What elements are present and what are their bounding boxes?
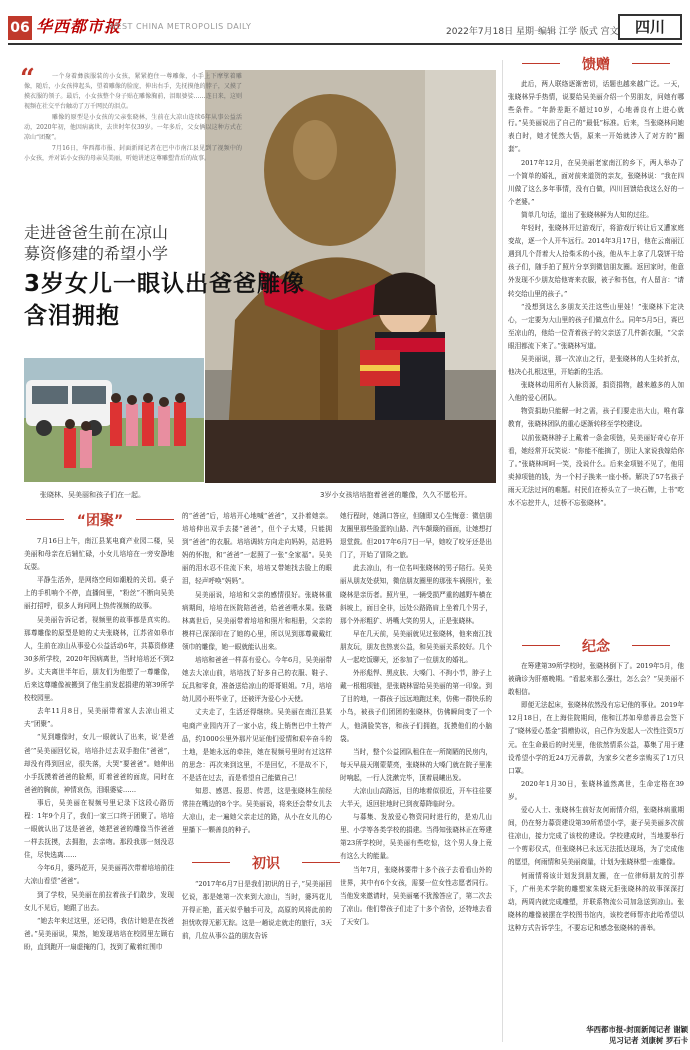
- body-paragraph: 此去凉山，有一位名叫张晓林的男子陪行。吴美丽从朋友处获知，微信朋友圈里的那张车祸照片，张晓林是亲历者。照片里，一辆受损严重的越野车横在斜坡上，面目全非，远处公路路肩上坐着几个男子，那个外形粗犷、坍嘴大笑的男人，正是张晓林。: [340, 564, 492, 625]
- issue-date: 2022年7月18日 星期一: [446, 27, 543, 37]
- body-paragraph: 此后，两人联络逐渐密切，话题也越来越广泛。一天，张晓林异手热情，说要给吴美丽介绍一个男朋友，问她有哪些条件。“年龄差距不超过10岁，心地善良有上进心就行。”吴美丽说出了自己的“最低”标准。后来，当张晓林问她表白时，她才恍然大悟，原来一开始就涉入了对方的“圈套”。: [508, 80, 684, 154]
- body-paragraph: 爱心人士、张晓林生前好友何雨情介绍，张晓林病重期间，仍在努力募资建设第39所希望小学，妻子吴美丽多次前往凉山，接力完成了该校的建设。学校建成时，当地要举行一个剪彩仪式，但张晓林已永远无法抵达现场，为了完成他的愿望，何雨情和吴美丽商量，计划为张晓林塑一座雕像。: [508, 806, 684, 867]
- headline-line: 3岁女儿一眼认出爸爸雕像: [24, 271, 306, 297]
- lead-summary: [20, 64, 242, 164]
- subheadline-line: 募资修建的希望小学: [24, 244, 169, 263]
- body-paragraph: 早在几天前，吴美丽就见过张晓林，他来南江找朋友玩，朋友也热衷公益，和吴美丽关系较好。几个人一起吃饭聊天，还参加了一位朋友的婚礼。: [340, 629, 492, 665]
- body-paragraph: 平静生活外，是网络空间如潮般的关切。桌子上的手机响个不停，直播间里，“粉丝”不断向吴美丽打招呼，很多人询问网上热传视频的故事。: [24, 576, 174, 611]
- page-number: 06: [8, 16, 32, 40]
- body-paragraph: “没想到这么多朋友关注这些山里娃！”张晓林下定决心，一定要为大山里的孩子们做点什么。同年5月5日，赛巴至凉山的，他给一位背着孩子的父亲送了几件新衣服，“父亲眼泪都流下来了。”张晓林写道。: [508, 302, 684, 350]
- subheadline-line: 走进爸爸生前在凉山: [24, 223, 169, 242]
- header-rule: [8, 43, 682, 45]
- photo-caption-right: 3岁小女孩培培抱着爸爸的雕像，久久不愿松开。: [320, 491, 472, 499]
- body-paragraph: “2017年6月7日是我们初识的日子，”吴美丽回忆说，那是她第一次来到大凉山，当时，婆玛花儿开得正艳，蓝天似乎触手可及，高原的风将此前的担忧吹得无影无踪。这是一趟说走就走的旅行，3天前，几位从事公益的朋友告诉: [182, 880, 332, 941]
- body-column-4: [508, 78, 684, 630]
- body-paragraph: 她行程时，她满口答应，但随即又心生悔意：微信朋友圈里那些脸蛋的山路、汽车颠簸的画面，让她想打退堂鼓。但2017年6月7日一早，她咬了咬牙还是出门了，开始了冒险之旅。: [340, 512, 492, 560]
- body-paragraph: “她去年来过这里，还记得，我估计她是在找爸爸。”吴美丽说，果然，她发现培培在校园里左顾右盼，直到跑开一扇虚掩的门，找到了戴着红围巾: [24, 916, 174, 951]
- section-heading-reunion: “团聚”: [70, 510, 130, 530]
- credit-line: 见习记者 刘康树 罗石卡: [608, 1036, 688, 1045]
- body-column-1: [24, 535, 174, 1040]
- body-paragraph: 张晓林动用所有人脉资源，捐资捐物，越来越多的人加入他的爱心团队。: [508, 381, 684, 403]
- body-paragraph: “见到雕像时，女儿一眼就认了出来，说‘是爸爸’”吴美丽回忆说，培培扑过去双手抱住“爸爸”，却没有得到回应，很失落，大哭“要爸爸”。她伸出小手抚摸着爸爸的脸颊，盯着爸爸的面庞，同时在爸爸的胸前，神情哀伤，泪眼婆娑……: [24, 733, 174, 794]
- body-column-3: [340, 510, 492, 1040]
- body-paragraph: 当时，整个公益团队租住在一所简陋的民房内，每天早晨天刚蒙蒙亮，张晓林的大嗓门就在院子里准时响起，一行人洗漱完毕，顶着晨曦出发。: [340, 747, 492, 782]
- body-paragraph: 外形彪悍、黑皮肤、大嗓门、不拘小节，脖子上戴一根粗项链，是张晓林留给吴美丽的第一印象。到了目的地，一群孩子远远地跑过来，仿佛一群快乐的小鸟，被孩子们团团的张晓林，仿佛瞬间变了一个人，他满脸笑容，和孩子们拥抱，抚摸他们的小脑袋。: [340, 669, 492, 743]
- body-paragraph: 当年7月，张晓林要带十多个孩子去看看山外的世界，其中有6个女孩，需要一位女性志愿者同行。当他发来邀请时，吴美丽毫不犹豫答应了，第二次去了凉山。他们带孩子们走了十多个省份，还特地去看了天安门。: [340, 865, 492, 926]
- body-column-2: [182, 510, 332, 846]
- section-heading-gift: 馈赠: [566, 54, 626, 74]
- body-paragraph: 吴美丽说，培培和父亲的感情很好。张晓林重病期间，培培在医院陪爸爸，给爸爸喂水果。张晓林离世后，吴美丽带着培培和照片和相册，父亲的模样已深深印在了她的心里，所以见到那尊戴戴红领巾的雕像，她一眼就能认出来。: [182, 590, 332, 651]
- body-paragraph: 丈夫走了，生活还得继续。吴美丽在南江县某电商产业园内开了一家小店，线上销售巴中土特产品，约1000公里外那片见证他们爱情和艰辛奋斗的土地，是她永远的牵挂，她在视频号里时有过这样的思念：再次来到这里，不是回忆，不是故不下，不是活在过去，而是希望自己能做自己！: [182, 708, 332, 782]
- lead-paragraph: 7月16日，华西都市报、封面新闻记者在巴中市南江县见到了视频中的小女孩，并对话小女孩的母亲吴美丽，听她讲述这尊雕塑背后的故事。: [24, 145, 242, 162]
- body-paragraph: 吴美丽说，那一次凉山之行，是张晓林的人生转折点，他决心扎根这里，开始新的生活。: [508, 354, 684, 377]
- body-column-4b: [508, 660, 684, 1022]
- masthead-english: WEST CHINA METROPOLIS DAILY: [108, 22, 252, 31]
- body-paragraph: 培培和爸爸一样喜有爱心。今年6月，吴美丽带她去大凉山前，培培找了好多自己的衣服、鞋子、玩具和零食，准备送给凉山的哥哥姐姐。7月，培培幼儿园小班毕业了，还被评为爱心小天使。: [182, 656, 332, 704]
- body-paragraph: 吴美丽告诉记者，视频里的故事都是真实的。那尊雕像的原型是她的丈夫张晓林，江苏省如皋市人，生前在凉山从事爱心公益活动6年，共募资修建30多所学校，2020年因病离世，当时培培还不到2岁。丈夫离世半年后，朋友们为他塑了一尊雕像，后来这尊雕像被搬到了他生前发起捐建的第39所学校校园里。: [24, 615, 174, 703]
- body-paragraph: 到了学校，吴美丽在前拉着孩子们散步，发现女儿不见后，她跟了出去。: [24, 890, 174, 912]
- group-photo-illustration: [24, 358, 204, 482]
- lead-paragraph: 一个身着彝族服装的小女孩，紧紧抱住一尊雕像，小手上下摩挲着雕像，随后，小女孩抑起头，望着雕像的脸庞，伸出右手，先抚摸他的脖子，又摸了摸衣服的领子。最后，小女孩整个身子贴在雕像胸前，泪眼婆娑……连日来，这则视频在社交平台触动了万千网民的泪点。: [24, 73, 242, 110]
- body-paragraph: 以前张晓林脖子上戴着一条金项链，吴美丽好奇心存开看，她经常开玩笑说：“你能不能摘了，别让人家说我嫁给你了。”张晓林呵呵一笑，没说什么。后来金项链不见了，他用卖掉项链的钱，为一个村子换来一座小桥。解决了57名孩子雨天无法过河的难题。村民们在桥头立了一块石牌，上书“吃水不忘挖井人，过桥不忘张晓林”。: [508, 433, 684, 507]
- group-photo: [24, 358, 204, 482]
- body-paragraph: 2017年12月，在吴美丽老家南江的乡下，两人举办了一个简单的婚礼，面对前来道贺的亲友，张晓林说：“我在四川做了这么多年事情，没有白做，四川回馈给我这么好的一个老婆。”: [508, 158, 684, 206]
- section-heading-first: 初识: [236, 853, 296, 873]
- quote-mark-icon: “: [20, 64, 35, 94]
- subheadline: [24, 222, 168, 264]
- reporter-credit: [560, 1024, 688, 1046]
- body-paragraph: 事后，吴美丽在视频号里记录下这段心路历程：1年9个月了，我们一家三口终于团聚了。培培一眼就认出了这是爸爸，她把爸爸的雕像当作爸爸一样去抚摸，去拥抱，去亲吻。那段我那一刻没忍住，尽快选离……: [24, 798, 174, 860]
- section-label: 四川: [618, 14, 682, 40]
- body-paragraph: 2020年1月30日，张晓林溘然离世，生命定格在39岁。: [508, 779, 684, 801]
- body-paragraph: 在筹建第39所学校时，张晓林倒下了。2019年5月，他被确诊为肝癌晚期。“看起来那么强壮，怎么会？”吴美丽不敢相信。: [508, 662, 684, 697]
- body-paragraph: 即便无法起床，张晓林依然没有忘记他的事业。2019年12月18日，在上海住院期间，他和江苏如皋慈善总会签下了“晓林爱心基金”捐赠协议，自己作为发起人一次性注资5万元。在生命最后的时光里，他依然情系公益，募集了用于建设希望小学的近24万元善款，为家乡父老乡亲购买了1万只口罩。: [508, 701, 684, 775]
- headline-line: 含泪拥抱: [24, 303, 120, 329]
- main-headline: [24, 268, 305, 332]
- section-heading-memorial: 纪念: [566, 636, 626, 656]
- body-paragraph: 简单几句话，道出了张晓林鲜为人知的过往。: [521, 210, 653, 219]
- photo-caption-left: 张晓林、吴美丽和孩子们在一起。: [40, 491, 145, 499]
- masthead-logo: 华西都市报: [36, 17, 122, 36]
- credit-line: 华西都市报-封面新闻记者 谢颖: [586, 1025, 688, 1034]
- body-paragraph: 何雨情将该计划发到朋友圈，在一位律师朋友的引荐下，广州美术学院的雕塑家朱晓元拒张晓林的故事深深打动，两周内就完成雕塑，并联系物流公司加急送到凉山。张晓林的雕像被摆在学校图书馆内，该校老师帮亦此哈希望以这种方式告诉学生，不要忘记和感念张晓林的善举。: [508, 871, 684, 932]
- column-divider: [502, 60, 503, 1042]
- body-paragraph: 7月16日上午，南江县某电商产业园二楼，吴美丽和母亲在后辅忙碌，小女儿培培在一旁安静地玩耍。: [24, 537, 174, 572]
- body-paragraph: 与募集、发放爱心物资同时进行的，是劝几山里、小学等各类学校的捐建。当得知张晓林正在筹建第23所学校时，吴美丽有些吃惊，这个男人身上竟有这么大的能量。: [340, 813, 492, 861]
- page-header: [0, 0, 690, 46]
- body-paragraph: 年轻时，张晓林开过游戏厅，将游戏厅转让后又遭家庭变故，逐一个人开车远行。2014年3月17日，他在云南丽江遇到几个背着大人拾柴禾的小孩，他从车上拿了几袋饼干给孩子们，随手拍了照片分享到微信朋友圈。返回家时，他意外发现不少朋友给他寄来衣服，被子和书包，有人留言：“请转交给山里的孩子。”: [508, 224, 684, 298]
- body-paragraph: 物资捐助只能解一时之需，孩子们要走出大山，唯有靠教育，张晓林团队的重心逐渐转移至学校建设。: [508, 407, 684, 429]
- body-paragraph: 的“爸爸”后，培培开心地喊“爸爸”，又扑着她亲。培培伸出双手去搂“爸爸”，但个子太矮，只能拥到“爸爸”的衣服。培培调转方向走向妈妈，站进妈妈的怀抱，和“爸爸”一起照了一张“全家福”。吴美丽的泪水忍不住流下来，培培又带她找去脸上的眼泪，轻声呼唤“妈妈”。: [182, 512, 332, 586]
- body-column-2b: [182, 878, 332, 1040]
- body-paragraph: 去年11月8日，吴美丽带着家人去凉山祖丈夫“团聚”。: [24, 707, 174, 729]
- body-paragraph: 大凉山山高路远，目的地着似很近，开车往往要大半天，返回驻地时已到夜幕降临时分。: [340, 786, 492, 809]
- body-paragraph: 今年6月，婆玛花开，吴美丽再次带着培培前往大凉山看望“爸爸”。: [24, 864, 174, 886]
- editor-credit: 编辑 江学 版式 宫文: [538, 27, 619, 37]
- lead-paragraph: 雕像的原型是小女孩的父亲张晓林，生前在大凉山连续6年从事公益活动，2020年初，他因病离世，去世时年仅39岁。一年多后，父女俩以这种方式在凉山“团聚”。: [24, 114, 242, 141]
- body-paragraph: 知恩、感恩、报恩、传恩，这是张晓林生前经常挂在嘴边的8个字。吴美丽说，将来还会带女儿去大凉山，走一遍她父亲走过的路，从小在女儿的心里播下一颗善良的种子。: [182, 786, 332, 835]
